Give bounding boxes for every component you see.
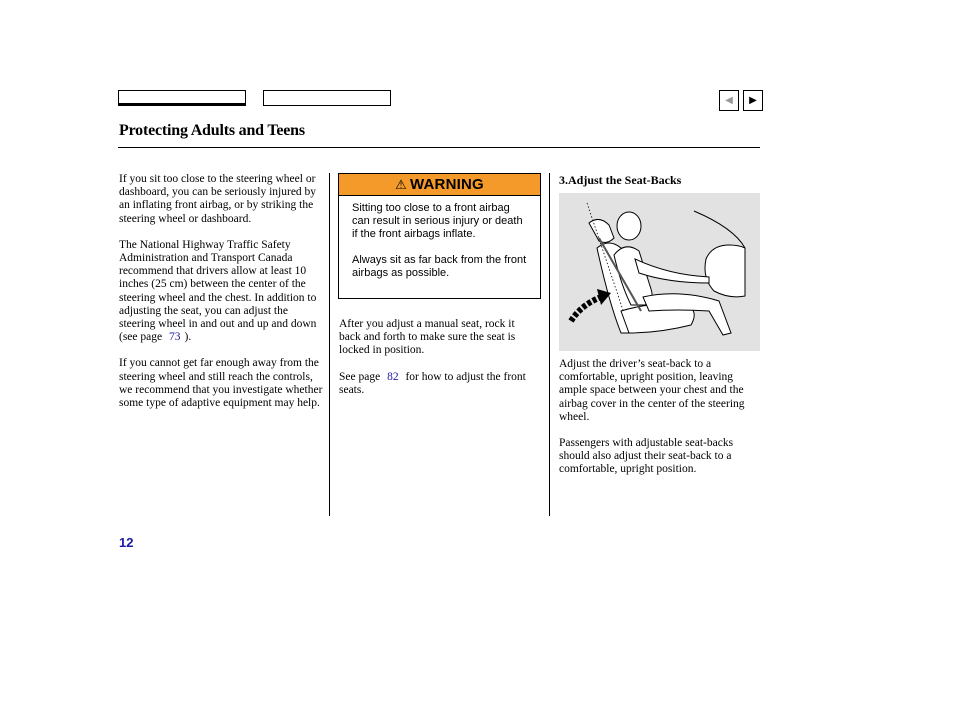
warning-header — [339, 174, 540, 196]
triangle-left-icon: ◀ — [725, 95, 733, 106]
paragraph-too-close: If you sit too close to the steering wheel or dashboard, you can be seriously injured by an inflating front airbag, or by striking the steering wheel or dashboard. — [119, 173, 317, 225]
paragraph-nhtsa-end: ). — [184, 331, 192, 344]
title-divider — [118, 147, 760, 148]
seated-driver-drawing — [559, 193, 760, 351]
page-link-82[interactable]: 82 — [387, 370, 399, 383]
paragraph-nhtsa — [119, 239, 324, 345]
paragraph-adaptive-equipment: If you cannot get far enough away from the steering wheel and still reach the controls, we recommend that you investigate whether some type of adaptive equipment may help. — [119, 357, 323, 410]
next-page-button[interactable] — [743, 90, 763, 111]
paragraph-driver-seat-back: Adjust the driver’s seat-back to a comfortable, upright position, leaving ample space between your chest and the airbag cover in the center of the steering wheel. — [559, 358, 745, 423]
column-middle — [339, 318, 539, 410]
column-left — [119, 173, 324, 423]
page-link-73[interactable]: 73 — [168, 331, 181, 344]
paragraph-passenger-seat-back: Passengers with adjustable seat-backs should also adjust their seat-back to a comfortable, upright position. — [559, 437, 734, 476]
page-number: 12 — [119, 535, 134, 550]
warning-text-2: Always sit as far back from the front airbags as possible. — [352, 254, 527, 279]
paragraph-see-page — [339, 371, 539, 397]
paragraph-see-page-post: for how to adjust the front seats. — [339, 370, 526, 396]
section-tab-contents[interactable] — [263, 90, 391, 106]
paragraph-see-page-pre: See page — [339, 370, 381, 383]
paragraph-nhtsa-text: The National Highway Traffic Safety Administration and Transport Canada recommend that drivers allow at least 10 inches (25 cm) between the center of the steering wheel and the chest. In addition to adjusting the seat, you can adjust the steering wheel in and out and up and down (see page — [119, 238, 317, 344]
section-tab-main-menu[interactable] — [118, 90, 246, 106]
triangle-right-icon: ▶ — [749, 95, 757, 106]
warning-text-1: Sitting too close to a front airbag can result in serious injury or death if the front airbags inflate. — [352, 202, 523, 240]
seat-back-illustration — [559, 193, 760, 351]
warning-body — [339, 196, 540, 280]
column-right — [559, 358, 755, 490]
column-divider-2 — [549, 173, 550, 516]
seat-back-heading: 3.Adjust the Seat-Backs — [559, 173, 682, 187]
warning-triangle-icon: ⚠ — [395, 176, 407, 192]
warning-label: WARNING — [409, 176, 484, 193]
page-title: Protecting Adults and Teens — [119, 122, 305, 139]
previous-page-button[interactable] — [719, 90, 739, 111]
column-divider-1 — [329, 173, 330, 516]
paragraph-rock-seat: After you adjust a manual seat, rock it back and forth to make sure the seat is locked in position. — [339, 318, 516, 357]
warning-box — [338, 173, 541, 299]
